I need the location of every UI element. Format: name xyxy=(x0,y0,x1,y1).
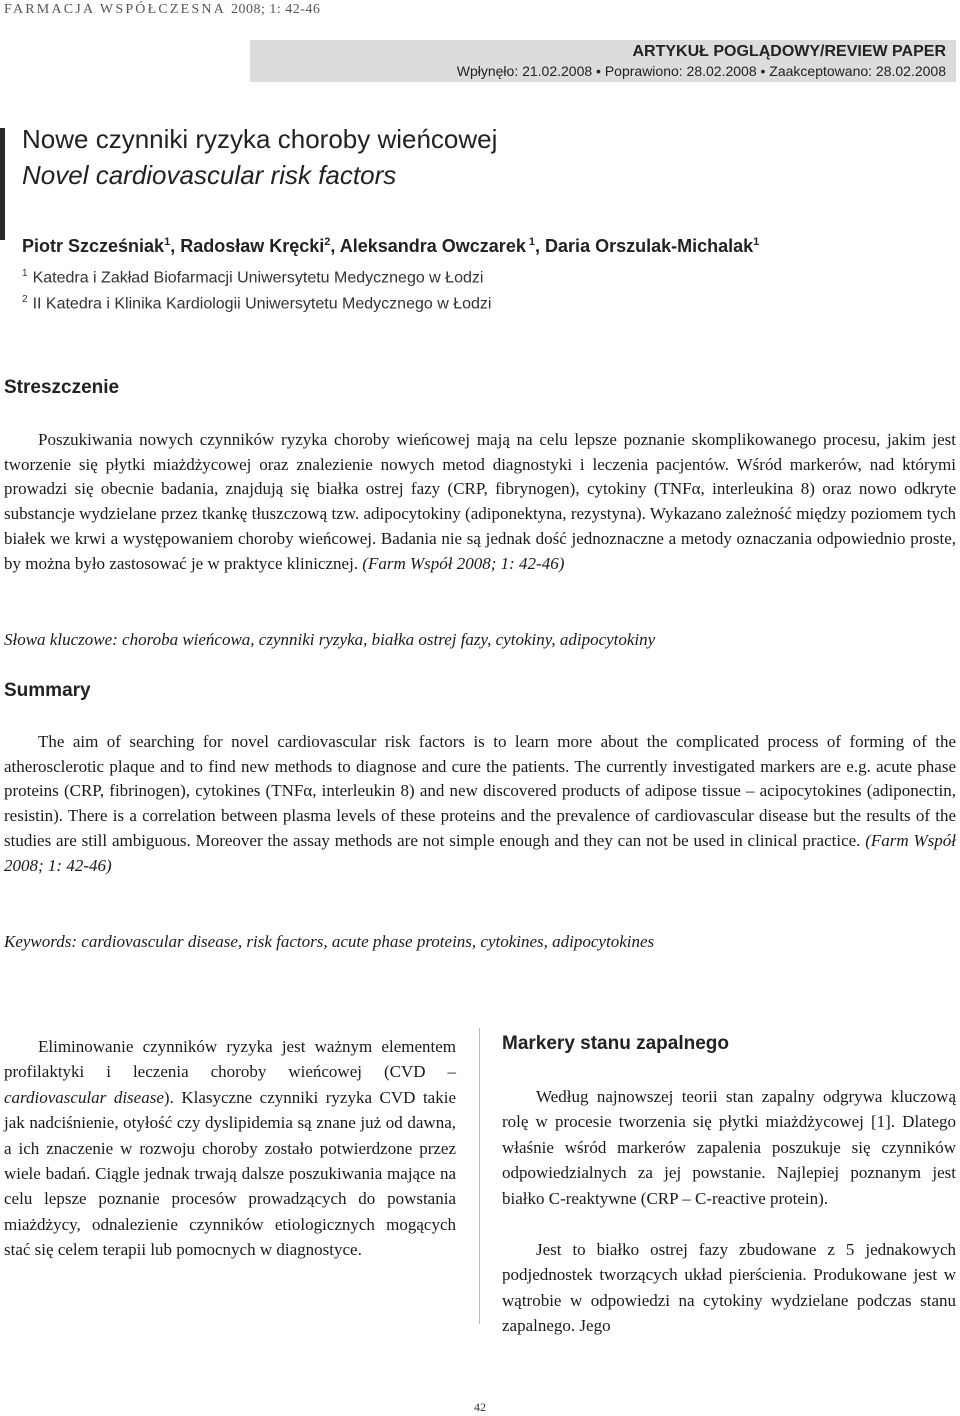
affiliation-2 xyxy=(22,294,491,313)
author-affiliation-mark: 2 xyxy=(324,236,331,248)
article-info-band xyxy=(250,40,956,82)
keywords-en: Keywords: cardiovascular disease, risk factors, acute phase proteins, cytokines, adipocytokines xyxy=(4,932,655,951)
abstract-en-body: The aim of searching for novel cardiovascular risk factors is to learn more about the complicated process of forming of the atherosclerotic plaque and to find new methods to diagnose and cure the patients. The currently investigated markers are e.g. acute phase proteins (CRP, fibrinogen), cytokines (TNFα, interleukin 8) and new discovered products of adipose tissue – acipocytokines (adiponectin, resistin). There is a correlation between plasma levels of these proteins and the prevalence of cardiovascular disease but the results of the studies are still ambiguous. Moreover the assay methods are not simple enough and they can not be used in clinical practice. xyxy=(4,732,956,850)
body-left-column xyxy=(4,1034,456,1263)
affiliation-text: Katedra i Zakład Biofarmacji Uniwersytetu Medycznego w Łodzi xyxy=(32,269,484,287)
intro-italic-term: cardiovascular disease xyxy=(4,1087,164,1107)
affiliation-mark: 1 xyxy=(22,268,28,279)
abstract-pl-body: Poszukiwania nowych czynników ryzyka choroby wieńcowej mają na celu lepsze poznanie skomplikowanego procesu, jakim jest tworzenie się płytki miażdżycowej oraz znalezienie nowych metod diagnostyki i leczenia pacjentów. Wśród markerów, nad którymi prowadzi się obecnie badania, znajdują się białka ostrej fazy (CRP, fibrynogen), cytokiny (TNFα, interleukina 8) oraz nowo odkryte substancje wydzielane przez tkankę tłuszczową tzw. adipocytokiny (adiponektyna, rezystyna). Wykazano zależność między poziomem tych białek we krwi a występowaniem choroby wieńcowej. Badania nie są jednak dość jednoznaczne a metody oznaczania odpowiednio proste, by można było zastosować je w praktyce klinicznej. xyxy=(4,430,956,573)
affiliation-1 xyxy=(22,268,483,287)
body-right-paragraph-1: Według najnowszej teorii stan zapalny odgrywa kluczową rolę w procesie tworzenia się płytki miażdżycowej [1]. Dlatego właśnie wśród markerów zapalenia poszukuje się czynników odpowiedzialnych za jej powstanie. Najlepiej poznanym jest białko C-reaktywne (CRP – C-reactive protein). xyxy=(502,1087,956,1208)
author-name: Daria Orszulak-Michalak xyxy=(545,236,754,256)
intro-text: Eliminowanie czynników ryzyka jest ważnym elementem profilaktyki i leczenia choroby wieńcowej (CVD – xyxy=(4,1037,456,1082)
section-heading-inflammation: Markery stanu zapalnego xyxy=(502,1033,730,1054)
author-list xyxy=(22,236,759,257)
author-separator: , xyxy=(535,236,546,256)
abstract-pl-heading: Streszczenie xyxy=(4,377,120,398)
column-divider xyxy=(479,1028,480,1324)
title-english: Novel cardiovascular risk factors xyxy=(22,160,397,190)
author-separator: , xyxy=(330,236,340,256)
affiliation-text: II Katedra i Klinika Kardiologii Uniwersytetu Medycznego w Łodzi xyxy=(32,295,492,313)
title-accent-bar xyxy=(0,128,5,240)
author-separator: , xyxy=(170,236,181,256)
keywords-pl: Słowa kluczowe: choroba wieńcowa, czynniki ryzyka, białka ostrej fazy, cytokiny, adipocytokiny xyxy=(4,630,656,649)
affiliation-mark: 2 xyxy=(22,294,28,305)
abstract-pl-citation: (Farm Współ 2008; 1: 42-46) xyxy=(362,553,565,573)
author-affiliation-mark: 1 xyxy=(753,236,760,248)
author-name: Radosław Kręcki xyxy=(180,236,325,256)
title-polish: Nowe czynniki ryzyka choroby wieńcowej xyxy=(22,124,498,154)
submission-dates: Wpłynęło: 21.02.2008 • Poprawiono: 28.02.2008 • Zaakceptowano: 28.02.2008 xyxy=(456,63,946,79)
journal-name: FARMACJA WSPÓŁCZESNA xyxy=(4,2,226,17)
author-affiliation-mark: 1 xyxy=(525,236,536,248)
page-number: 42 xyxy=(474,1400,486,1414)
body-right-paragraph-2: Jest to białko ostrej fazy zbudowane z 5 jednakowych podjednostek tworzących układ pierścienia. Produkowane jest w wątrobie w odpowiedzi na cytokiny wydzielane podczas stanu zapalnego. Jego xyxy=(502,1240,956,1336)
intro-text-continued: ). Klasyczne czynniki ryzyka CVD takie jak nadciśnienie, otyłość czy dyslipidemia są znane już od dawna, a ich znaczenie w rozwoju choroby zostało potwierdzone przez wiele badań. Ciągle jednak trwają dalsze poszukiwania mające na celu lepsze poznanie procesów prowadzących do powstania miażdżycy, odnalezienie czynników etiologicznych mogących stać się celem terapii lub pomocnych w diagnostyce. xyxy=(4,1087,456,1260)
abstract-en-heading: Summary xyxy=(4,680,91,701)
article-type: ARTYKUŁ POGLĄDOWY/REVIEW PAPER xyxy=(632,43,946,60)
author-affiliation-mark: 1 xyxy=(164,236,171,248)
abstract-pl-text xyxy=(4,428,956,576)
journal-header xyxy=(4,2,320,18)
author-name: Aleksandra Owczarek xyxy=(339,236,526,256)
abstract-en-citation: (Farm Współ 2008; 1: 42-46) xyxy=(4,830,957,875)
author-name: Piotr Szcześniak xyxy=(22,236,165,256)
abstract-en-text xyxy=(4,730,956,878)
journal-citation: 2008; 1: 42-46 xyxy=(230,2,321,17)
